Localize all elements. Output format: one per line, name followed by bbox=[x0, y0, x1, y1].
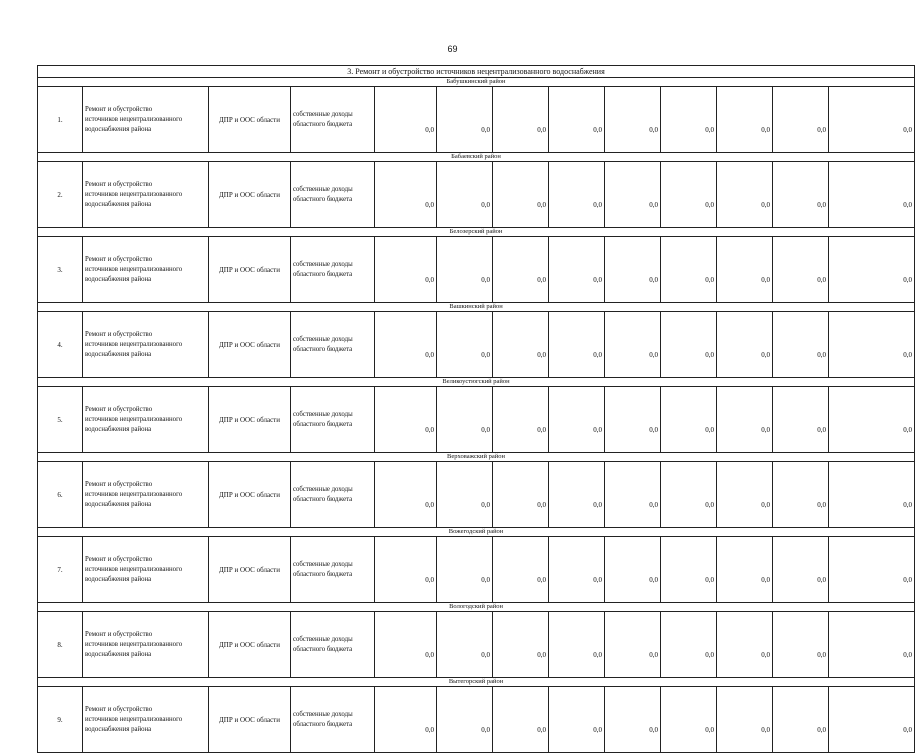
activity-description bbox=[83, 462, 209, 528]
description-line: источников нецентрализованного bbox=[85, 565, 183, 573]
executor: ДПР и ООС области bbox=[209, 387, 291, 453]
amount-cell: 0,0 bbox=[605, 162, 661, 228]
activity-description bbox=[83, 312, 209, 378]
executor: ДПР и ООС области bbox=[209, 537, 291, 603]
funding-source-line: собственные доходы bbox=[293, 185, 353, 193]
amount-cell: 0,0 bbox=[717, 612, 773, 678]
district-row bbox=[38, 153, 915, 162]
amount-cell: 0,0 bbox=[661, 87, 717, 153]
amount-cell: 0,0 bbox=[717, 687, 773, 753]
amount-cell: 0,0 bbox=[717, 87, 773, 153]
district-name: Вологодский район bbox=[38, 603, 915, 612]
table-row bbox=[38, 687, 915, 753]
description-line: Ремонт и обустройство bbox=[85, 630, 153, 638]
district-name: Верховажский район bbox=[38, 453, 915, 462]
amount-cell: 0,0 bbox=[717, 462, 773, 528]
district-row bbox=[38, 528, 915, 537]
description-line: водоснабжения района bbox=[85, 725, 152, 733]
funding-source-line: собственные доходы bbox=[293, 110, 353, 118]
description-line: Ремонт и обустройство bbox=[85, 705, 153, 713]
executor: ДПР и ООС области bbox=[209, 87, 291, 153]
table-row bbox=[38, 237, 915, 303]
amount-cell: 0,0 bbox=[773, 87, 829, 153]
amount-cell: 0,0 bbox=[829, 537, 915, 603]
funding-source-line: областного бюджета bbox=[293, 420, 353, 428]
funding-source-line: собственные доходы bbox=[293, 560, 353, 568]
description-line: Ремонт и обустройство bbox=[85, 555, 153, 563]
table-row bbox=[38, 162, 915, 228]
description-line: источников нецентрализованного bbox=[85, 340, 183, 348]
table-row bbox=[38, 387, 915, 453]
table-row bbox=[38, 312, 915, 378]
funding-source-line: собственные доходы bbox=[293, 260, 353, 268]
amount-cell: 0,0 bbox=[773, 312, 829, 378]
funding-source-line: собственные доходы bbox=[293, 335, 353, 343]
amount-cell: 0,0 bbox=[549, 87, 605, 153]
amount-cell: 0,0 bbox=[437, 612, 493, 678]
amount-cell: 0,0 bbox=[605, 687, 661, 753]
activity-description bbox=[83, 237, 209, 303]
amount-cell: 0,0 bbox=[661, 312, 717, 378]
executor: ДПР и ООС области bbox=[209, 237, 291, 303]
description-line: Ремонт и обустройство bbox=[85, 405, 153, 413]
funding-source bbox=[291, 87, 375, 153]
district-name: Вашкинский район bbox=[38, 303, 915, 312]
description-line: водоснабжения района bbox=[85, 200, 152, 208]
funding-source-line: областного бюджета bbox=[293, 120, 353, 128]
amount-cell: 0,0 bbox=[829, 462, 915, 528]
amount-cell: 0,0 bbox=[437, 687, 493, 753]
funding-source-line: областного бюджета bbox=[293, 195, 353, 203]
table-row bbox=[38, 537, 915, 603]
funding-source bbox=[291, 687, 375, 753]
amount-cell: 0,0 bbox=[375, 537, 437, 603]
district-name: Вытегорский район bbox=[38, 678, 915, 687]
funding-source bbox=[291, 612, 375, 678]
funding-source-line: собственные доходы bbox=[293, 485, 353, 493]
amount-cell: 0,0 bbox=[437, 312, 493, 378]
activity-description bbox=[83, 87, 209, 153]
amount-cell: 0,0 bbox=[717, 312, 773, 378]
executor: ДПР и ООС области bbox=[209, 462, 291, 528]
amount-cell: 0,0 bbox=[773, 537, 829, 603]
funding-source-line: областного бюджета bbox=[293, 495, 353, 503]
amount-cell: 0,0 bbox=[829, 687, 915, 753]
amount-cell: 0,0 bbox=[661, 462, 717, 528]
amount-cell: 0,0 bbox=[549, 537, 605, 603]
amount-cell: 0,0 bbox=[829, 237, 915, 303]
amount-cell: 0,0 bbox=[375, 462, 437, 528]
amount-cell: 0,0 bbox=[549, 687, 605, 753]
executor: ДПР и ООС области bbox=[209, 162, 291, 228]
description-line: водоснабжения района bbox=[85, 425, 152, 433]
amount-cell: 0,0 bbox=[605, 237, 661, 303]
funding-source-line: собственные доходы bbox=[293, 710, 353, 718]
funding-source bbox=[291, 537, 375, 603]
page-number: 69 bbox=[447, 44, 458, 54]
amount-cell: 0,0 bbox=[375, 612, 437, 678]
amount-cell: 0,0 bbox=[773, 462, 829, 528]
amount-cell: 0,0 bbox=[549, 387, 605, 453]
amount-cell: 0,0 bbox=[661, 687, 717, 753]
amount-cell: 0,0 bbox=[605, 612, 661, 678]
amount-cell: 0,0 bbox=[829, 312, 915, 378]
description-line: водоснабжения района bbox=[85, 650, 152, 658]
row-number: 8. bbox=[38, 612, 83, 678]
section-title-row bbox=[38, 66, 915, 78]
district-name: Бабушкинский район bbox=[38, 78, 915, 87]
amount-cell: 0,0 bbox=[493, 87, 549, 153]
district-row bbox=[38, 378, 915, 387]
row-number: 3. bbox=[38, 237, 83, 303]
amount-cell: 0,0 bbox=[375, 87, 437, 153]
funding-source-line: областного бюджета bbox=[293, 645, 353, 653]
amount-cell: 0,0 bbox=[549, 162, 605, 228]
amount-cell: 0,0 bbox=[375, 162, 437, 228]
table-row bbox=[38, 462, 915, 528]
amount-cell: 0,0 bbox=[605, 87, 661, 153]
amount-cell: 0,0 bbox=[661, 387, 717, 453]
amount-cell: 0,0 bbox=[437, 162, 493, 228]
description-line: источников нецентрализованного bbox=[85, 715, 183, 723]
description-line: Ремонт и обустройство bbox=[85, 480, 153, 488]
amount-cell: 0,0 bbox=[549, 312, 605, 378]
amount-cell: 0,0 bbox=[437, 387, 493, 453]
executor: ДПР и ООС области bbox=[209, 687, 291, 753]
row-number: 7. bbox=[38, 537, 83, 603]
row-number: 6. bbox=[38, 462, 83, 528]
amount-cell: 0,0 bbox=[549, 237, 605, 303]
executor: ДПР и ООС области bbox=[209, 612, 291, 678]
amount-cell: 0,0 bbox=[493, 687, 549, 753]
amount-cell: 0,0 bbox=[437, 237, 493, 303]
description-line: Ремонт и обустройство bbox=[85, 330, 153, 338]
amount-cell: 0,0 bbox=[437, 87, 493, 153]
amount-cell: 0,0 bbox=[829, 612, 915, 678]
amount-cell: 0,0 bbox=[773, 612, 829, 678]
district-row bbox=[38, 78, 915, 87]
activity-description bbox=[83, 162, 209, 228]
funding-source-line: собственные доходы bbox=[293, 410, 353, 418]
amount-cell: 0,0 bbox=[493, 237, 549, 303]
amount-cell: 0,0 bbox=[375, 237, 437, 303]
amount-cell: 0,0 bbox=[829, 387, 915, 453]
amount-cell: 0,0 bbox=[773, 162, 829, 228]
row-number: 1. bbox=[38, 87, 83, 153]
amount-cell: 0,0 bbox=[605, 387, 661, 453]
funding-source-line: областного бюджета bbox=[293, 570, 353, 578]
amount-cell: 0,0 bbox=[829, 87, 915, 153]
executor: ДПР и ООС области bbox=[209, 312, 291, 378]
district-row bbox=[38, 678, 915, 687]
activity-description bbox=[83, 612, 209, 678]
amount-cell: 0,0 bbox=[549, 462, 605, 528]
amount-cell: 0,0 bbox=[493, 462, 549, 528]
amount-cell: 0,0 bbox=[661, 237, 717, 303]
funding-source-line: областного бюджета bbox=[293, 720, 353, 728]
district-row bbox=[38, 603, 915, 612]
amount-cell: 0,0 bbox=[661, 162, 717, 228]
district-row bbox=[38, 228, 915, 237]
description-line: источников нецентрализованного bbox=[85, 415, 183, 423]
description-line: источников нецентрализованного bbox=[85, 115, 183, 123]
activity-description bbox=[83, 387, 209, 453]
row-number: 5. bbox=[38, 387, 83, 453]
amount-cell: 0,0 bbox=[773, 237, 829, 303]
amount-cell: 0,0 bbox=[493, 312, 549, 378]
amount-cell: 0,0 bbox=[717, 237, 773, 303]
amount-cell: 0,0 bbox=[661, 612, 717, 678]
row-number: 2. bbox=[38, 162, 83, 228]
amount-cell: 0,0 bbox=[437, 462, 493, 528]
description-line: Ремонт и обустройство bbox=[85, 105, 153, 113]
funding-source bbox=[291, 312, 375, 378]
funding-source-line: собственные доходы bbox=[293, 635, 353, 643]
description-line: источников нецентрализованного bbox=[85, 265, 183, 273]
district-name: Бабаевский район bbox=[38, 153, 915, 162]
district-row bbox=[38, 303, 915, 312]
funding-source bbox=[291, 387, 375, 453]
description-line: Ремонт и обустройство bbox=[85, 255, 153, 263]
amount-cell: 0,0 bbox=[493, 387, 549, 453]
funding-source-line: областного бюджета bbox=[293, 270, 353, 278]
description-line: водоснабжения района bbox=[85, 350, 152, 358]
amount-cell: 0,0 bbox=[661, 537, 717, 603]
row-number: 9. bbox=[38, 687, 83, 753]
activity-description bbox=[83, 687, 209, 753]
description-line: водоснабжения района bbox=[85, 575, 152, 583]
amount-cell: 0,0 bbox=[549, 612, 605, 678]
funding-source bbox=[291, 162, 375, 228]
section-title: 3. Ремонт и обустройство источников нецентрализованного водоснабжения bbox=[38, 66, 915, 78]
amount-cell: 0,0 bbox=[437, 537, 493, 603]
amount-cell: 0,0 bbox=[605, 537, 661, 603]
amount-cell: 0,0 bbox=[605, 462, 661, 528]
description-line: Ремонт и обустройство bbox=[85, 180, 153, 188]
activity-description bbox=[83, 537, 209, 603]
district-name: Белозерский район bbox=[38, 228, 915, 237]
row-number: 4. bbox=[38, 312, 83, 378]
table-row bbox=[38, 87, 915, 153]
amount-cell: 0,0 bbox=[717, 387, 773, 453]
amount-cell: 0,0 bbox=[493, 537, 549, 603]
amount-cell: 0,0 bbox=[717, 537, 773, 603]
funding-source bbox=[291, 462, 375, 528]
funding-source bbox=[291, 237, 375, 303]
description-line: водоснабжения района bbox=[85, 125, 152, 133]
amount-cell: 0,0 bbox=[717, 162, 773, 228]
amount-cell: 0,0 bbox=[773, 687, 829, 753]
amount-cell: 0,0 bbox=[773, 387, 829, 453]
amount-cell: 0,0 bbox=[493, 612, 549, 678]
amount-cell: 0,0 bbox=[493, 162, 549, 228]
description-line: водоснабжения района bbox=[85, 275, 152, 283]
amount-cell: 0,0 bbox=[605, 312, 661, 378]
funding-source-line: областного бюджета bbox=[293, 345, 353, 353]
table-row bbox=[38, 612, 915, 678]
amount-cell: 0,0 bbox=[375, 687, 437, 753]
district-name: Великоустюгский район bbox=[38, 378, 915, 387]
description-line: источников нецентрализованного bbox=[85, 640, 183, 648]
description-line: источников нецентрализованного bbox=[85, 490, 183, 498]
amount-cell: 0,0 bbox=[375, 312, 437, 378]
description-line: источников нецентрализованного bbox=[85, 190, 183, 198]
district-row bbox=[38, 453, 915, 462]
description-line: водоснабжения района bbox=[85, 500, 152, 508]
program-table bbox=[37, 65, 915, 753]
district-name: Вожегодский район bbox=[38, 528, 915, 537]
amount-cell: 0,0 bbox=[375, 387, 437, 453]
amount-cell: 0,0 bbox=[829, 162, 915, 228]
